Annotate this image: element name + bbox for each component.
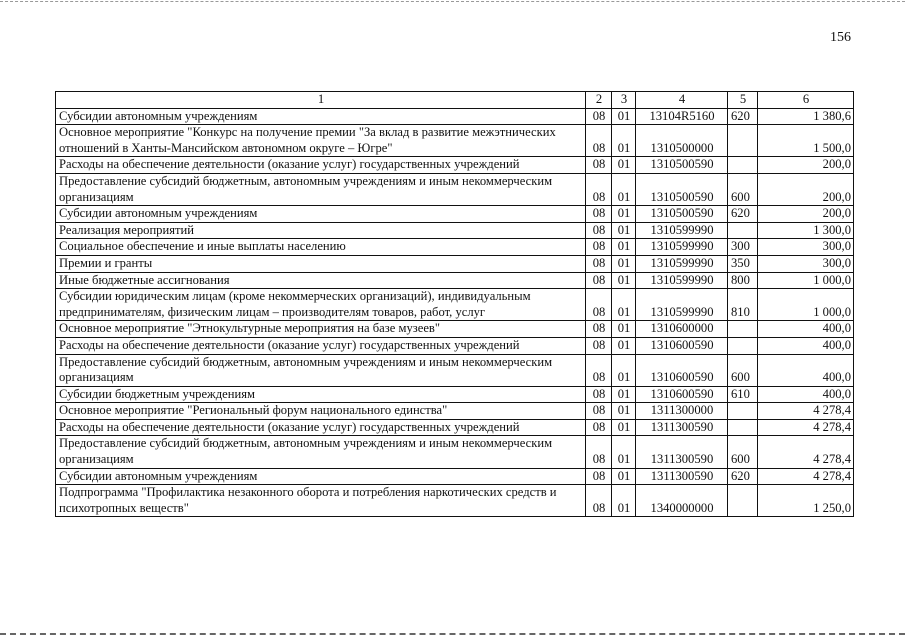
table-row: [56, 436, 854, 468]
item-name-cell: Расходы на обеспечение деятельности (оказание услуг) государственных учреждений: [56, 419, 586, 436]
expense-type-cell: 810: [728, 289, 758, 321]
amount-cell: 400,0: [758, 337, 854, 354]
item-name-cell: Премии и гранты: [56, 255, 586, 272]
expense-type-cell: [728, 485, 758, 517]
item-name-cell: Предоставление субсидий бюджетным, автономным учреждениям и иным некоммерческим организациям: [56, 173, 586, 205]
item-name-cell: Реализация мероприятий: [56, 222, 586, 239]
section-cell: 08: [586, 321, 612, 338]
table-row: [56, 289, 854, 321]
amount-cell: 400,0: [758, 386, 854, 403]
amount-cell: 1 380,6: [758, 108, 854, 125]
item-name-cell: Расходы на обеспечение деятельности (оказание услуг) государственных учреждений: [56, 157, 586, 174]
amount-cell: 4 278,4: [758, 436, 854, 468]
table-row: [56, 337, 854, 354]
subsection-cell: 01: [612, 321, 636, 338]
item-name-cell: Предоставление субсидий бюджетным, автономным учреждениям и иным некоммерческим организациям: [56, 436, 586, 468]
table-row: [56, 403, 854, 420]
column-header: 5: [728, 92, 758, 109]
amount-cell: 1 500,0: [758, 125, 854, 157]
amount-cell: 4 278,4: [758, 419, 854, 436]
target-article-cell: 1310600590: [636, 386, 728, 403]
item-name-cell: Субсидии бюджетным учреждениям: [56, 386, 586, 403]
section-cell: 08: [586, 354, 612, 386]
target-article-cell: 1310599990: [636, 255, 728, 272]
expense-type-cell: [728, 222, 758, 239]
target-article-cell: 1310599990: [636, 222, 728, 239]
table-row: [56, 239, 854, 256]
table-row: [56, 419, 854, 436]
item-name-cell: Подпрограмма "Профилактика незаконного оборота и потребления наркотических средств и психотропных веществ": [56, 485, 586, 517]
item-name-cell: Расходы на обеспечение деятельности (оказание услуг) государственных учреждений: [56, 337, 586, 354]
section-cell: 08: [586, 468, 612, 485]
section-cell: 08: [586, 485, 612, 517]
target-article-cell: 1310500590: [636, 173, 728, 205]
amount-cell: 4 278,4: [758, 468, 854, 485]
table-row: [56, 108, 854, 125]
target-article-cell: 1311300590: [636, 436, 728, 468]
amount-cell: 200,0: [758, 206, 854, 223]
expense-type-cell: 620: [728, 108, 758, 125]
item-name-cell: Предоставление субсидий бюджетным, автономным учреждениям и иным некоммерческим организациям: [56, 354, 586, 386]
item-name-cell: Субсидии автономным учреждениям: [56, 206, 586, 223]
section-cell: 08: [586, 222, 612, 239]
target-article-cell: 1311300000: [636, 403, 728, 420]
table-row: [56, 157, 854, 174]
expense-type-cell: [728, 125, 758, 157]
item-name-cell: Социальное обеспечение и иные выплаты населению: [56, 239, 586, 256]
subsection-cell: 01: [612, 403, 636, 420]
amount-cell: 400,0: [758, 354, 854, 386]
subsection-cell: 01: [612, 108, 636, 125]
scan-top-edge: [0, 1, 905, 2]
subsection-cell: 01: [612, 436, 636, 468]
column-header: 4: [636, 92, 728, 109]
section-cell: 08: [586, 125, 612, 157]
target-article-cell: 1310500590: [636, 206, 728, 223]
subsection-cell: 01: [612, 386, 636, 403]
expense-type-cell: [728, 403, 758, 420]
section-cell: 08: [586, 206, 612, 223]
budget-table: [55, 91, 854, 517]
section-cell: 08: [586, 173, 612, 205]
column-header: 6: [758, 92, 854, 109]
target-article-cell: 1310599990: [636, 289, 728, 321]
target-article-cell: 1310600590: [636, 337, 728, 354]
expense-type-cell: [728, 337, 758, 354]
target-article-cell: 1310500590: [636, 157, 728, 174]
table-row: [56, 354, 854, 386]
section-cell: 08: [586, 419, 612, 436]
item-name-cell: Основное мероприятие "Конкурс на получение премии "За вклад в развитие межэтнических отношений в Ханты-Мансийском автономном округе – Югре": [56, 125, 586, 157]
expense-type-cell: [728, 157, 758, 174]
expense-type-cell: 300: [728, 239, 758, 256]
subsection-cell: 01: [612, 485, 636, 517]
column-header: 1: [56, 92, 586, 109]
table-row: [56, 485, 854, 517]
item-name-cell: Субсидии автономным учреждениям: [56, 108, 586, 125]
amount-cell: 1 000,0: [758, 272, 854, 289]
target-article-cell: 1310599990: [636, 272, 728, 289]
amount-cell: 200,0: [758, 173, 854, 205]
target-article-cell: 13104R5160: [636, 108, 728, 125]
subsection-cell: 01: [612, 419, 636, 436]
section-cell: 08: [586, 255, 612, 272]
item-name-cell: Основное мероприятие "Этнокультурные мероприятия на базе музеев": [56, 321, 586, 338]
expense-type-cell: 350: [728, 255, 758, 272]
expense-type-cell: 620: [728, 468, 758, 485]
table-row: [56, 386, 854, 403]
amount-cell: 4 278,4: [758, 403, 854, 420]
section-cell: 08: [586, 337, 612, 354]
amount-cell: 1 250,0: [758, 485, 854, 517]
section-cell: 08: [586, 239, 612, 256]
section-cell: 08: [586, 403, 612, 420]
subsection-cell: 01: [612, 272, 636, 289]
amount-cell: 300,0: [758, 255, 854, 272]
item-name-cell: Иные бюджетные ассигнования: [56, 272, 586, 289]
table-row: [56, 468, 854, 485]
subsection-cell: 01: [612, 468, 636, 485]
page-number: 156: [830, 30, 851, 45]
expense-type-cell: 610: [728, 386, 758, 403]
target-article-cell: 1310599990: [636, 239, 728, 256]
section-cell: 08: [586, 157, 612, 174]
expense-type-cell: 600: [728, 354, 758, 386]
amount-cell: 300,0: [758, 239, 854, 256]
amount-cell: 1 000,0: [758, 289, 854, 321]
subsection-cell: 01: [612, 222, 636, 239]
table-header-row: [56, 92, 854, 109]
expense-type-cell: 600: [728, 173, 758, 205]
item-name-cell: Основное мероприятие "Региональный форум национального единства": [56, 403, 586, 420]
item-name-cell: Субсидии юридическим лицам (кроме некоммерческих организаций), индивидуальным предпринимателям, физическим лицам – производителям товаров, работ, услуг: [56, 289, 586, 321]
subsection-cell: 01: [612, 173, 636, 205]
amount-cell: 200,0: [758, 157, 854, 174]
table-row: [56, 173, 854, 205]
section-cell: 08: [586, 108, 612, 125]
target-article-cell: 1310600000: [636, 321, 728, 338]
table-row: [56, 222, 854, 239]
expense-type-cell: 600: [728, 436, 758, 468]
target-article-cell: 1310600590: [636, 354, 728, 386]
subsection-cell: 01: [612, 239, 636, 256]
expense-type-cell: 800: [728, 272, 758, 289]
expense-type-cell: 620: [728, 206, 758, 223]
column-header: 3: [612, 92, 636, 109]
subsection-cell: 01: [612, 206, 636, 223]
section-cell: 08: [586, 386, 612, 403]
section-cell: 08: [586, 436, 612, 468]
expense-type-cell: [728, 419, 758, 436]
amount-cell: 400,0: [758, 321, 854, 338]
table-row: [56, 206, 854, 223]
subsection-cell: 01: [612, 354, 636, 386]
target-article-cell: 1310500000: [636, 125, 728, 157]
subsection-cell: 01: [612, 255, 636, 272]
subsection-cell: 01: [612, 125, 636, 157]
scan-bottom-edge: [0, 633, 905, 635]
subsection-cell: 01: [612, 337, 636, 354]
table-row: [56, 255, 854, 272]
subsection-cell: 01: [612, 157, 636, 174]
section-cell: 08: [586, 289, 612, 321]
target-article-cell: 1311300590: [636, 468, 728, 485]
target-article-cell: 1340000000: [636, 485, 728, 517]
section-cell: 08: [586, 272, 612, 289]
amount-cell: 1 300,0: [758, 222, 854, 239]
target-article-cell: 1311300590: [636, 419, 728, 436]
expense-type-cell: [728, 321, 758, 338]
table-row: [56, 272, 854, 289]
column-header: 2: [586, 92, 612, 109]
item-name-cell: Субсидии автономным учреждениям: [56, 468, 586, 485]
table-row: [56, 321, 854, 338]
table-row: [56, 125, 854, 157]
subsection-cell: 01: [612, 289, 636, 321]
